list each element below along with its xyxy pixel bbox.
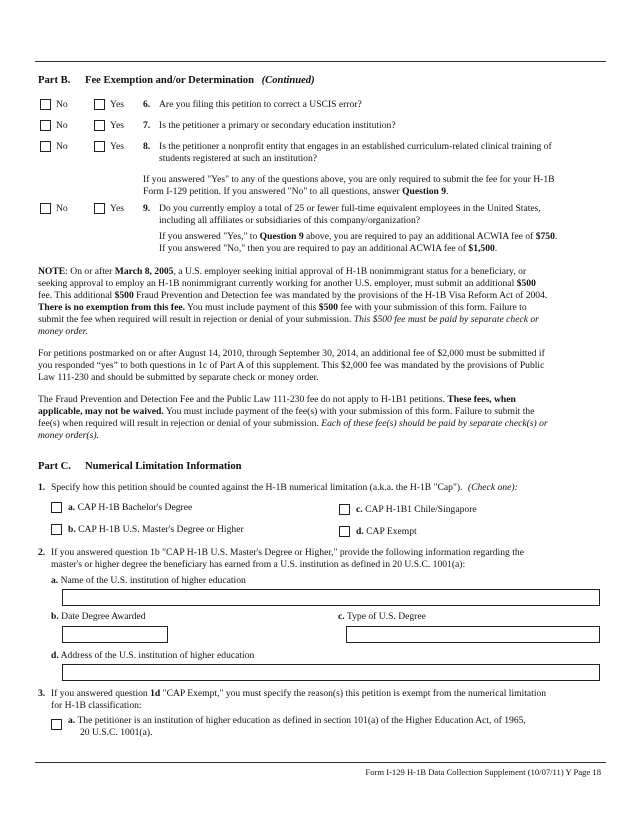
note-p3-l1b: These fees, when <box>447 394 516 405</box>
q2d-letter: d. <box>51 650 59 661</box>
note-p3-line2 <box>38 406 534 418</box>
note-p3-l2b: You must include payment of the fee(s) with your submission of this form. Failure to submit the <box>163 406 535 417</box>
q8-no-label: No <box>56 141 68 152</box>
q7-number: 7. <box>143 120 151 131</box>
acwia-note-l1b: Question 9 <box>259 231 304 242</box>
cap-b-letter: b. <box>68 524 76 535</box>
c-q2-line1: If you answered question 1b "CAP H-1B U.S. Master's Degree or Higher," provide the following information regarding the <box>51 547 524 558</box>
acwia-note-line2 <box>159 243 497 255</box>
q9-no-checkbox[interactable] <box>40 203 51 214</box>
cap-c-letter: c. <box>356 504 363 515</box>
note-p2-line1: For petitions postmarked on or after August 14, 2010, through September 30, 2014, an additional fee of $2,000 must be submitted if <box>38 348 545 359</box>
q6-number: 6. <box>143 99 151 110</box>
note-p1-l6: money order. <box>38 326 88 337</box>
q2d-text: Address of the U.S. institution of higher education <box>60 650 255 661</box>
c-q3-l1b: 1d <box>150 688 161 699</box>
note-p3-l3a: fee(s) when required will result in rejection or denial of your submission. <box>38 418 322 429</box>
acwia-note-l2b: $1,500 <box>468 243 495 254</box>
cap-a-text: CAP H-1B Bachelor's Degree <box>77 502 193 513</box>
note-p1-l2a: seeking approval to employ an H-1B nonimmigrant currently working for another U.S. employer, must submit an additional <box>38 278 517 289</box>
note-p1-l1b: : On or after <box>65 266 115 277</box>
q2a-label <box>51 575 246 587</box>
q6-no-checkbox[interactable] <box>40 99 51 110</box>
note-p3-l2a: applicable, may not be waived. <box>38 406 164 417</box>
cap-b-label <box>68 524 244 536</box>
note-p1-l5b: This $500 fee must be paid by separate check or <box>353 314 539 325</box>
bottom-rule <box>35 762 606 763</box>
note-p3-l3b: Each of these fee(s) should be paid by separate check(s) or <box>321 418 548 429</box>
note-p1-line3 <box>38 290 547 302</box>
note-p1-l5a: submit the fee when required will result in rejection or denial of your submission. <box>38 314 354 325</box>
date-degree-awarded-field[interactable] <box>62 626 168 643</box>
q9-yes-label: Yes <box>110 203 124 214</box>
note-p3-l1a: The Fraud Prevention and Detection Fee and the Public Law 111-230 fee do not apply to H-1B1 petitions. <box>38 394 448 405</box>
q2b-label <box>51 611 146 623</box>
note-p1-line4 <box>38 302 527 314</box>
top-rule <box>35 61 606 62</box>
note-p1-l2b: $500 <box>516 278 536 289</box>
q6-yes-label: Yes <box>110 99 124 110</box>
q3a-letter: a. <box>68 715 76 726</box>
note-p2-line2: you responded “yes” to both questions in 1c of Part A of this supplement. This $2,000 fee was mandated by the provisions of Public <box>38 360 545 371</box>
acwia-note-l1a: If you answered "Yes," to <box>159 231 260 242</box>
c-q1-text-main: Specify how this petition should be counted against the H-1B numerical limitation (a.k.a. the H-1B "Cap"). <box>51 482 463 493</box>
note-label: NOTE <box>38 266 66 277</box>
q7-text: Is the petitioner a primary or secondary education institution? <box>159 120 396 131</box>
q3a-line2: 20 U.S.C. 1001(a). <box>80 727 153 738</box>
acwia-note-l1d: $750 <box>535 231 555 242</box>
c-q1-number: 1. <box>38 482 46 493</box>
q6-no-label: No <box>56 99 68 110</box>
note-p3-line1 <box>38 394 516 406</box>
c-q3-number: 3. <box>38 688 46 699</box>
note-p3-l4: money order(s). <box>38 430 99 441</box>
q9-text-line2: including all affiliates or subsidiaries of this company/organization? <box>159 215 421 226</box>
acwia-note-l2a: If you answered "No," then you are required to pay an additional ACWIA fee of <box>159 243 469 254</box>
q2a-text: Name of the U.S. institution of higher education <box>60 575 246 586</box>
part-b-title-text: Fee Exemption and/or Determination <box>85 75 254 86</box>
fee-note-line2-c: . <box>446 186 449 197</box>
note-p2-line3: Law 111-230 and should be submitted by separate check or money order. <box>38 372 319 383</box>
fee-note-line1: If you answered "Yes" to any of the questions above, you are only required to submit the fee for your H-1B <box>143 174 555 185</box>
c-q3-line1 <box>51 688 546 700</box>
q9-number: 9. <box>143 203 151 214</box>
q9-yes-checkbox[interactable] <box>94 203 105 214</box>
cap-a-label <box>68 502 192 514</box>
note-p1-line2 <box>38 278 536 290</box>
fee-note-line2 <box>143 186 448 198</box>
q8-no-checkbox[interactable] <box>40 141 51 152</box>
note-p1-l4a: There is no exemption from this fee. <box>38 302 185 313</box>
q8-yes-checkbox[interactable] <box>94 141 105 152</box>
q2a-letter: a. <box>51 575 59 586</box>
q2c-text: Type of U.S. Degree <box>346 611 426 622</box>
acwia-note-line1 <box>159 231 557 243</box>
q6-text: Are you filing this petition to correct a USCIS error? <box>159 99 362 110</box>
note-p1-line5 <box>38 314 539 326</box>
cap-d-text: CAP Exempt <box>366 526 417 537</box>
q8-text-line1: Is the petitioner a nonprofit entity that engages in an established curriculum-related clinical training of <box>159 141 552 152</box>
part-c-label: Part C. <box>38 461 71 472</box>
q3a-checkbox[interactable] <box>51 719 62 730</box>
part-b-continued: (Continued) <box>261 75 315 86</box>
q7-yes-checkbox[interactable] <box>94 120 105 131</box>
note-p1-l4b: You must include payment of this <box>185 302 319 313</box>
c-q2-line2: master's or higher degree the beneficiary has earned from a U.S. institution as defined in 20 U.S.C. 1001(a): <box>51 559 466 570</box>
note-p1-l4d: fee with your submission of this form. Failure to <box>337 302 527 313</box>
note-p1-line1 <box>38 266 526 278</box>
page-footer: Form I-129 H-1B Data Collection Supplement (10/07/11) Y Page 18 <box>365 767 601 777</box>
cap-c-label <box>356 504 477 516</box>
q7-yes-label: Yes <box>110 120 124 131</box>
q9-no-label: No <box>56 203 68 214</box>
q7-no-label: No <box>56 120 68 131</box>
q2c-letter: c. <box>338 611 345 622</box>
cap-c-checkbox[interactable] <box>339 504 350 515</box>
q3a-text: The petitioner is an institution of higher education as defined in section 101(a) of the Higher Education Act, of 1965, <box>77 715 526 726</box>
institution-name-field[interactable] <box>62 589 600 606</box>
c-q3-line2: for H-1B classification: <box>51 700 142 711</box>
note-p1-l3b: $500 <box>114 290 134 301</box>
degree-type-field[interactable] <box>346 626 600 643</box>
acwia-note-l1e: . <box>554 231 558 242</box>
cap-d-checkbox[interactable] <box>339 526 350 537</box>
c-q3-l1c: "CAP Exempt," you must specify the reason(s) this petition is exempt from the numerical limitation <box>160 688 547 699</box>
note-p3-line4 <box>38 430 99 442</box>
cap-b-text: CAP H-1B U.S. Master's Degree or Higher <box>78 524 244 535</box>
q2c-label <box>338 611 426 623</box>
c-q2-number: 2. <box>38 547 46 558</box>
note-p1-line6 <box>38 326 88 338</box>
acwia-note-l2c: . <box>494 243 498 254</box>
institution-address-field[interactable] <box>62 664 600 681</box>
cap-a-letter: a. <box>68 502 76 513</box>
q3a-line1 <box>68 715 526 727</box>
part-c-title: Numerical Limitation Information <box>85 461 242 472</box>
q8-number: 8. <box>143 141 151 152</box>
part-b-title <box>85 75 315 86</box>
c-q1-text <box>51 482 518 494</box>
note-p1-l1d: , a U.S. employer seeking initial approval of H-1B nonimmigrant status for a beneficiary, or <box>173 266 527 277</box>
note-p1-l4c: $500 <box>318 302 338 313</box>
q7-no-checkbox[interactable] <box>40 120 51 131</box>
fee-note-line2-b: Question 9 <box>402 186 447 197</box>
cap-c-text: CAP H-1B1 Chile/Singapore <box>365 504 477 515</box>
cap-d-label <box>356 526 417 538</box>
q6-yes-checkbox[interactable] <box>94 99 105 110</box>
note-p1-l1c: March 8, 2005 <box>114 266 174 277</box>
part-b-label: Part B. <box>38 75 71 86</box>
cap-a-checkbox[interactable] <box>51 502 62 513</box>
note-p1-l3a: fee. This additional <box>38 290 115 301</box>
cap-b-checkbox[interactable] <box>51 524 62 535</box>
q8-yes-label: Yes <box>110 141 124 152</box>
q2b-text: Date Degree Awarded <box>61 611 146 622</box>
note-p3-line3 <box>38 418 548 430</box>
acwia-note-l1c: above, you are required to pay an additional ACWIA fee of <box>303 231 536 242</box>
c-q1-check-one: (Check one): <box>467 482 518 493</box>
q8-text-line2: students registered at such an institution? <box>159 153 317 164</box>
q2b-letter: b. <box>51 611 59 622</box>
fee-note-line2-a: Form I-129 petition. If you answered "No" to all questions, answer <box>143 186 403 197</box>
cap-d-letter: d. <box>356 526 364 537</box>
q9-text-line1: Do you currently employ a total of 25 or fewer full-time equivalent employees in the United States, <box>159 203 541 214</box>
q2d-label <box>51 650 254 662</box>
c-q3-l1a: If you answered question <box>51 688 151 699</box>
note-p1-l3c: Fraud Prevention and Detection fee was mandated by the provisions of the H-1B Visa Reform Act of 2004. <box>133 290 548 301</box>
